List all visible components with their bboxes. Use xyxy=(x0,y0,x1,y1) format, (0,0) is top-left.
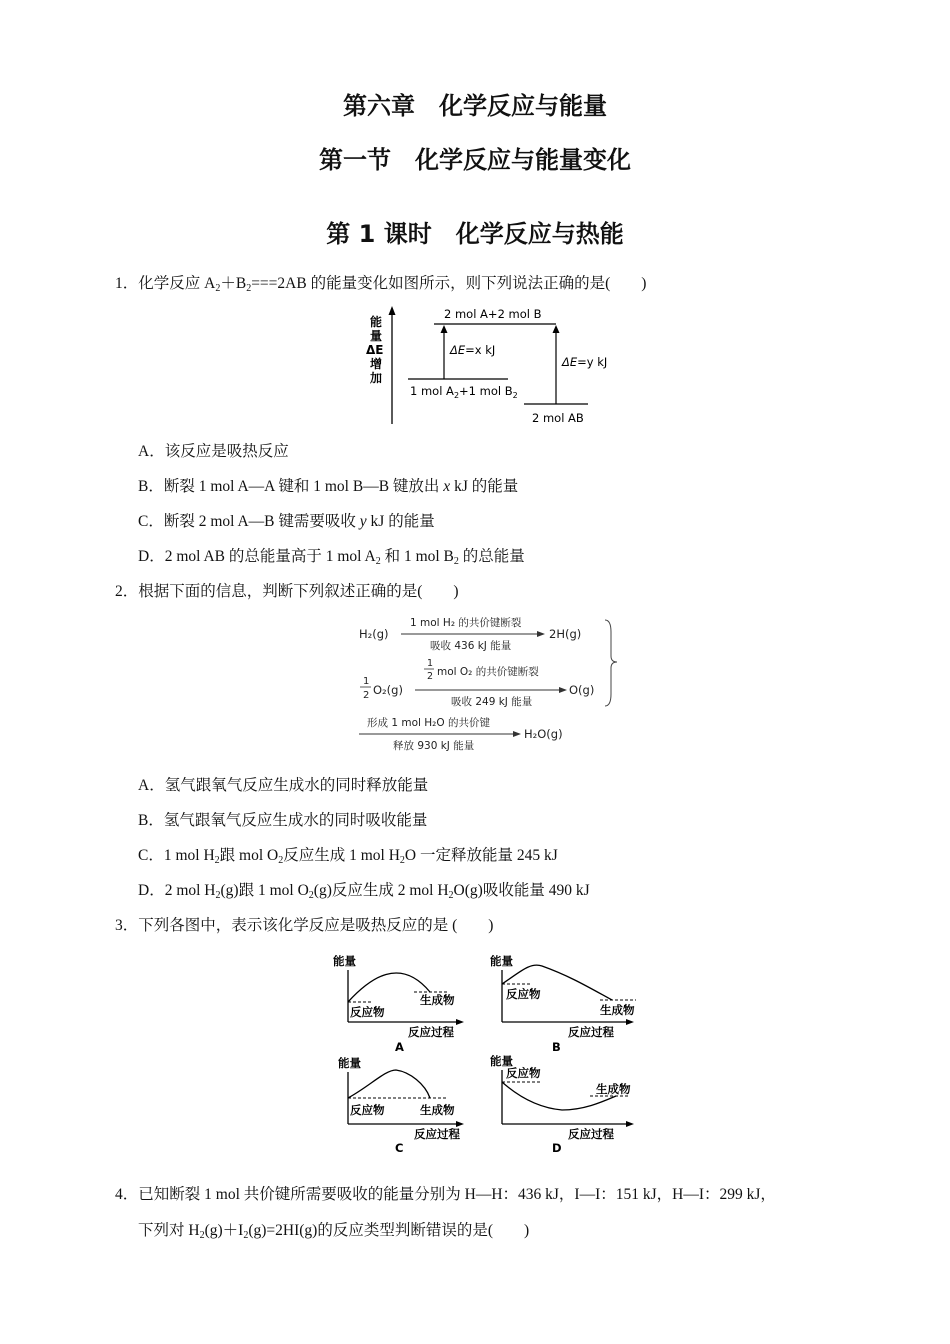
r2-bottom: 吸收 249 kJ 能量 xyxy=(451,696,533,708)
graph-b xyxy=(490,954,636,1054)
q1-option-b: B．断裂 1 mol A—A 键和 1 mol B—B 键放出 x kJ 的能量 xyxy=(138,478,519,495)
q1-option-a: A．该反应是吸热反应 xyxy=(138,443,289,460)
half-denominator: 2 xyxy=(363,690,370,701)
top-half-numerator: 1 xyxy=(427,658,434,669)
product-label: 生成物 xyxy=(420,993,455,1007)
question-number: 2． xyxy=(115,583,139,600)
energy-level-diagram xyxy=(360,302,610,430)
question-number: 3． xyxy=(115,917,139,934)
energy-profile-graphs xyxy=(330,948,650,1158)
q1-option-d: D．2 mol AB 的总能量高于 1 mol $A_2$ 和 1 mol $B_2$ 的总能量 xyxy=(138,548,525,567)
reactant-label: 反应物 xyxy=(350,1005,385,1019)
x-label: 反应过程 xyxy=(568,1025,614,1039)
top-half-denominator: 2 xyxy=(427,671,434,682)
graph-d xyxy=(490,1054,634,1155)
r2-top: mol O₂ 的共价键断裂 xyxy=(437,666,539,678)
axis-label-char: 加 xyxy=(370,371,383,385)
question-3-stem: 3．下列各图中，表示该化学反应是吸热反应的是 ( ) xyxy=(115,917,494,934)
half-numerator: 1 xyxy=(363,676,370,687)
question-4-line-1: 4．已知断裂 1 mol 共价键所需要吸收的能量分别为 H—H：436 kJ，I—I：151 kJ，H—I：299 kJ， xyxy=(115,1186,776,1203)
r1-left: H₂(g) xyxy=(359,627,389,641)
bottom-level-label: 2 mol AB xyxy=(532,411,584,425)
r3-bottom: 释放 930 kJ 能量 xyxy=(393,740,475,752)
graph-letter: B xyxy=(552,1040,561,1054)
delta-e-y-label: ΔE=y kJ xyxy=(562,355,608,369)
q1-option-c: C．断裂 2 mol A—B 键需要吸收 y kJ 的能量 xyxy=(138,513,435,530)
x-label: 反应过程 xyxy=(414,1127,460,1141)
question-2-stem: 2．根据下面的信息，判断下列叙述正确的是( ) xyxy=(115,583,459,600)
r2-left: O₂(g) xyxy=(373,683,403,697)
brace xyxy=(605,620,617,706)
r3-top: 形成 1 mol H₂O 的共价键 xyxy=(367,717,490,729)
section-title: 第一节 化学反应与能量变化 xyxy=(319,146,631,174)
lesson-title: 第 1 课时 化学反应与热能 xyxy=(326,220,624,248)
y-label: 能量 xyxy=(490,954,513,968)
q2-option-c: C．1 mol $H_2$跟 mol $O_2$反应生成 1 mol $H_2O$ 一定释放能量 245 kJ xyxy=(138,847,558,866)
y-label: 能量 xyxy=(333,954,356,968)
product-label: 生成物 xyxy=(420,1103,455,1117)
question-number: 1． xyxy=(115,275,139,292)
axis-label-char: 能 xyxy=(370,315,383,329)
y-label: 能量 xyxy=(490,1054,513,1068)
axis-label-char: ΔE xyxy=(366,343,384,357)
r1-bottom: 吸收 436 kJ 能量 xyxy=(430,640,512,652)
r2-right: O(g) xyxy=(569,683,595,697)
graph-letter: D xyxy=(552,1141,562,1155)
r3-right: H₂O(g) xyxy=(524,727,563,741)
left-level-label: 1 mol $A_2+1$ mol $B_2$ xyxy=(410,384,518,400)
reactant-label: 反应物 xyxy=(506,987,541,1001)
reactant-label: 反应物 xyxy=(350,1103,385,1117)
reactant-label: 反应物 xyxy=(506,1066,541,1080)
question-1-stem: 1．化学反应 $A_2+B_2===2AB$ 的能量变化如图所示，则下列说法正确的是( ) xyxy=(115,275,647,294)
graph-a xyxy=(333,954,464,1054)
q2-option-d: D．2 mol $H_2(g)$跟 1 mol $O_2(g)$反应生成 2 mol $H_2O(g)$吸收能量 490 kJ xyxy=(138,882,590,901)
q2-option-b: B．氢气跟氧气反应生成水的同时吸收能量 xyxy=(138,812,428,829)
product-label: 生成物 xyxy=(596,1082,631,1096)
graph-letter: A xyxy=(395,1040,404,1054)
delta-e-x-label: ΔE=x kJ xyxy=(450,343,496,357)
graph-letter: C xyxy=(395,1141,404,1155)
r1-right: 2H(g) xyxy=(549,627,582,641)
axis-label-char: 量 xyxy=(370,329,383,343)
q2-option-a: A．氢气跟氧气反应生成水的同时释放能量 xyxy=(138,777,429,794)
graph-c xyxy=(338,1056,464,1155)
y-label: 能量 xyxy=(338,1056,361,1070)
axis-label-char: 增 xyxy=(370,357,383,371)
r1-top: 1 mol H₂ 的共价键断裂 xyxy=(410,617,522,629)
bond-energy-scheme xyxy=(355,612,620,754)
question-number: 4． xyxy=(115,1186,139,1203)
chapter-title: 第六章 化学反应与能量 xyxy=(343,92,607,120)
x-label: 反应过程 xyxy=(408,1025,454,1039)
x-label: 反应过程 xyxy=(568,1127,614,1141)
product-label: 生成物 xyxy=(600,1003,635,1017)
top-level-label: 2 mol A+2 mol B xyxy=(444,307,542,321)
question-4-line-2: 下列对 $H_2(g)+I_2(g)=2HI(g)$的反应类型判断错误的是( ) xyxy=(138,1222,530,1241)
